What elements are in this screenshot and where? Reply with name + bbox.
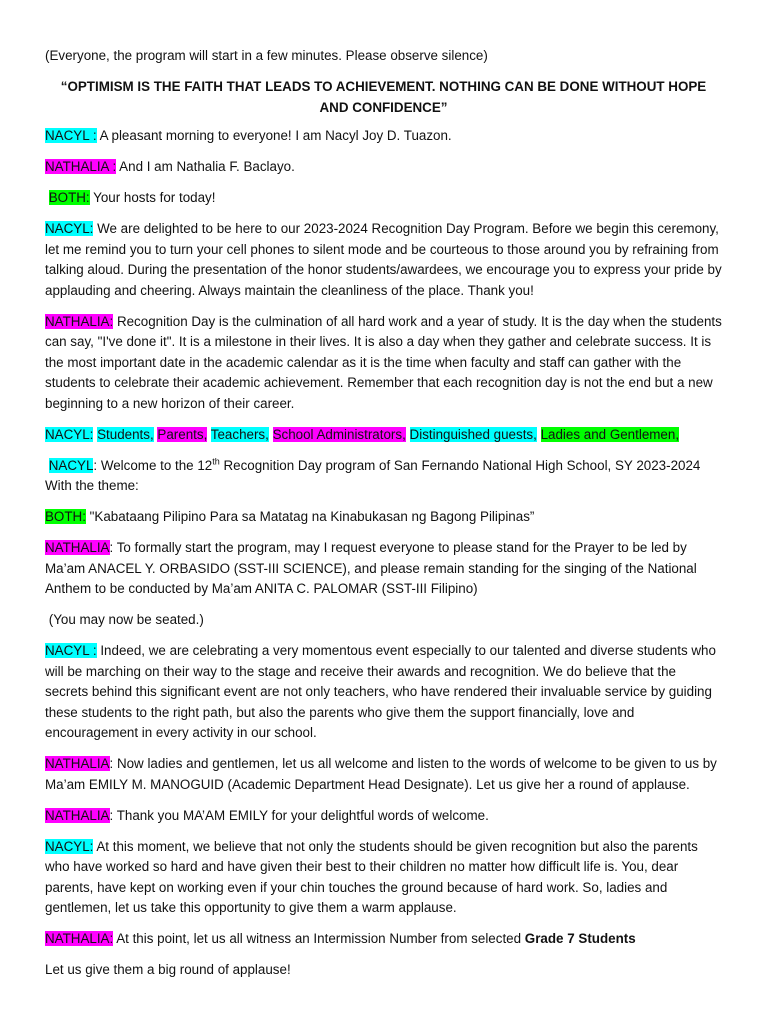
- paragraph-text: At this moment, we believe that not only the students should be given recognition but also the parents who have worked so hard and have given their best to their children no matter how difficult life is. You, dear parents, have kept on working even if your chin touches the ground because of hard work. So, ladies and gentlemen, let us take this opportunity to give them a warm applause.: [45, 838, 698, 915]
- stage-direction: (You may now be seated.): [45, 612, 204, 627]
- paragraph-greeting: [45, 126, 722, 147]
- paragraph-both-hosts: [45, 188, 722, 209]
- ordinal-suffix: th: [212, 456, 220, 467]
- speaker-label: NACYL:: [45, 838, 94, 854]
- paragraph-welcome-address: [45, 754, 722, 795]
- speaker-label: BOTH:: [48, 190, 90, 205]
- salutation-item: School Administrators,: [272, 426, 406, 442]
- speaker-label: NACYL :: [45, 128, 97, 143]
- salutation-item: Ladies and Gentlemen,: [540, 426, 680, 442]
- paragraph-salutations: [45, 425, 722, 446]
- paragraph-text: Indeed, we are celebrating a very momentous event especially to our talented and diverse students who will be marching on their way to the stage and receive their awards and recognition. We do believe that the secrets behind this significant event are not only teachers, who have rendered their invaluable service by guiding these students to the right path, but also the parents who give them the support financially, love and encouragement in every activity in our school.: [45, 643, 716, 740]
- grade-emphasis: Grade 7 Students: [524, 931, 636, 946]
- paragraph-applause: Let us give them a big round of applause!: [45, 962, 291, 977]
- paragraph-text: : Welcome to the 12: [93, 457, 213, 473]
- paragraph-theme: [45, 507, 722, 528]
- paragraph-recognition-day: [45, 312, 722, 415]
- paragraph-text: Recognition Day is the culmination of all hard work and a year of study. It is the day when the students can say, "I've done it". It is a milestone in their lives. It is also a day when they gather and celebrate success. It is the most important date in the academic calendar as it is the time when faculty and staff can gather with the students to celebrate their academic achievement. Remember that each recognition day is not the end but a new beginning to a new horizon of their career.: [45, 313, 722, 411]
- paragraph-welcome-theme: [45, 456, 722, 497]
- speaker-label: NATHALIA:: [45, 931, 114, 946]
- paragraph-celebration: [45, 641, 722, 744]
- speaker-label: NATHALIA :: [45, 159, 117, 174]
- paragraph-text: Your hosts for today!: [89, 190, 216, 205]
- speaker-label: NACYL: [48, 457, 94, 473]
- paragraph-text: : To formally start the program, may I request everyone to please stand for the Prayer to be led by Ma’am ANACEL Y. ORBASIDO (SST-III SCIENCE), and please remain standing for the singing of the National Anthem to be conducted by Ma’am ANITA C. PALOMAR (SST-III Filipino): [45, 540, 697, 596]
- speaker-label: NATHALIA:: [45, 313, 114, 329]
- speaker-label: NACYL :: [45, 643, 97, 658]
- speaker-label: NATHALIA: [45, 807, 110, 823]
- speaker-label: NATHALIA: [45, 540, 110, 555]
- paragraph-intermission: [45, 929, 722, 950]
- salutation-item: Teachers,: [210, 426, 269, 442]
- paragraph-text: With the theme:: [45, 478, 139, 493]
- paragraph-prayer-anthem: [45, 538, 722, 600]
- paragraph-text: "Kabataang Pilipino Para sa Matatag na Kinabukasan ng Bagong Pilipinas”: [85, 509, 535, 524]
- intro-note: (Everyone, the program will start in a few minutes. Please observe silence): [45, 48, 488, 63]
- paragraph-text: : Now ladies and gentlemen, let us all welcome and listen to the words of welcome to be given to us by Ma’am EMILY M. MANOGUID (Academic Department Head Designate). Let us give her a round of applause.: [45, 756, 717, 792]
- paragraph-text: We are delighted to be here to our 2023-2024 Recognition Day Program. Before we begin this ceremony, let me remind you to turn your cell phones to silent mode and be courteous to those around you by refraining from talking aloud. During the presentation of the honor students/awardees, we encourage you to express your pride by applauding and cheering. Always maintain the cleanliness of the place. Thank you!: [45, 221, 722, 298]
- paragraph-intro-nathalia: [45, 157, 722, 178]
- salutation-item: Distinguished guests,: [409, 426, 537, 442]
- salutation-item: Parents,: [157, 426, 208, 442]
- speaker-label: BOTH:: [45, 509, 86, 524]
- paragraph-text: At this point, let us all witness an Intermission Number from selected: [113, 931, 525, 946]
- paragraph-parents: [45, 837, 722, 919]
- paragraph-text: And I am Nathalia F. Baclayo.: [116, 159, 295, 174]
- paragraph-text: Recognition Day program of San Fernando National High School, SY 2023-2024: [219, 457, 701, 473]
- speaker-label: NATHALIA: [45, 756, 110, 771]
- paragraph-thanks: [45, 806, 722, 827]
- paragraph-text: A pleasant morning to everyone! I am Nacyl Joy D. Tuazon.: [96, 128, 452, 143]
- paragraph-reminders: [45, 219, 722, 301]
- salutation-item: Students,: [97, 426, 154, 442]
- theme-quote: “OPTIMISM IS THE FAITH THAT LEADS TO ACHIEVEMENT. NOTHING CAN BE DONE WITHOUT HOPE AND CONFIDENCE”: [60, 79, 707, 115]
- speaker-label: NACYL:: [45, 221, 94, 236]
- paragraph-text: : Thank you MA’AM EMILY for your delightful words of welcome.: [109, 807, 489, 823]
- speaker-label: NACYL:: [45, 426, 94, 442]
